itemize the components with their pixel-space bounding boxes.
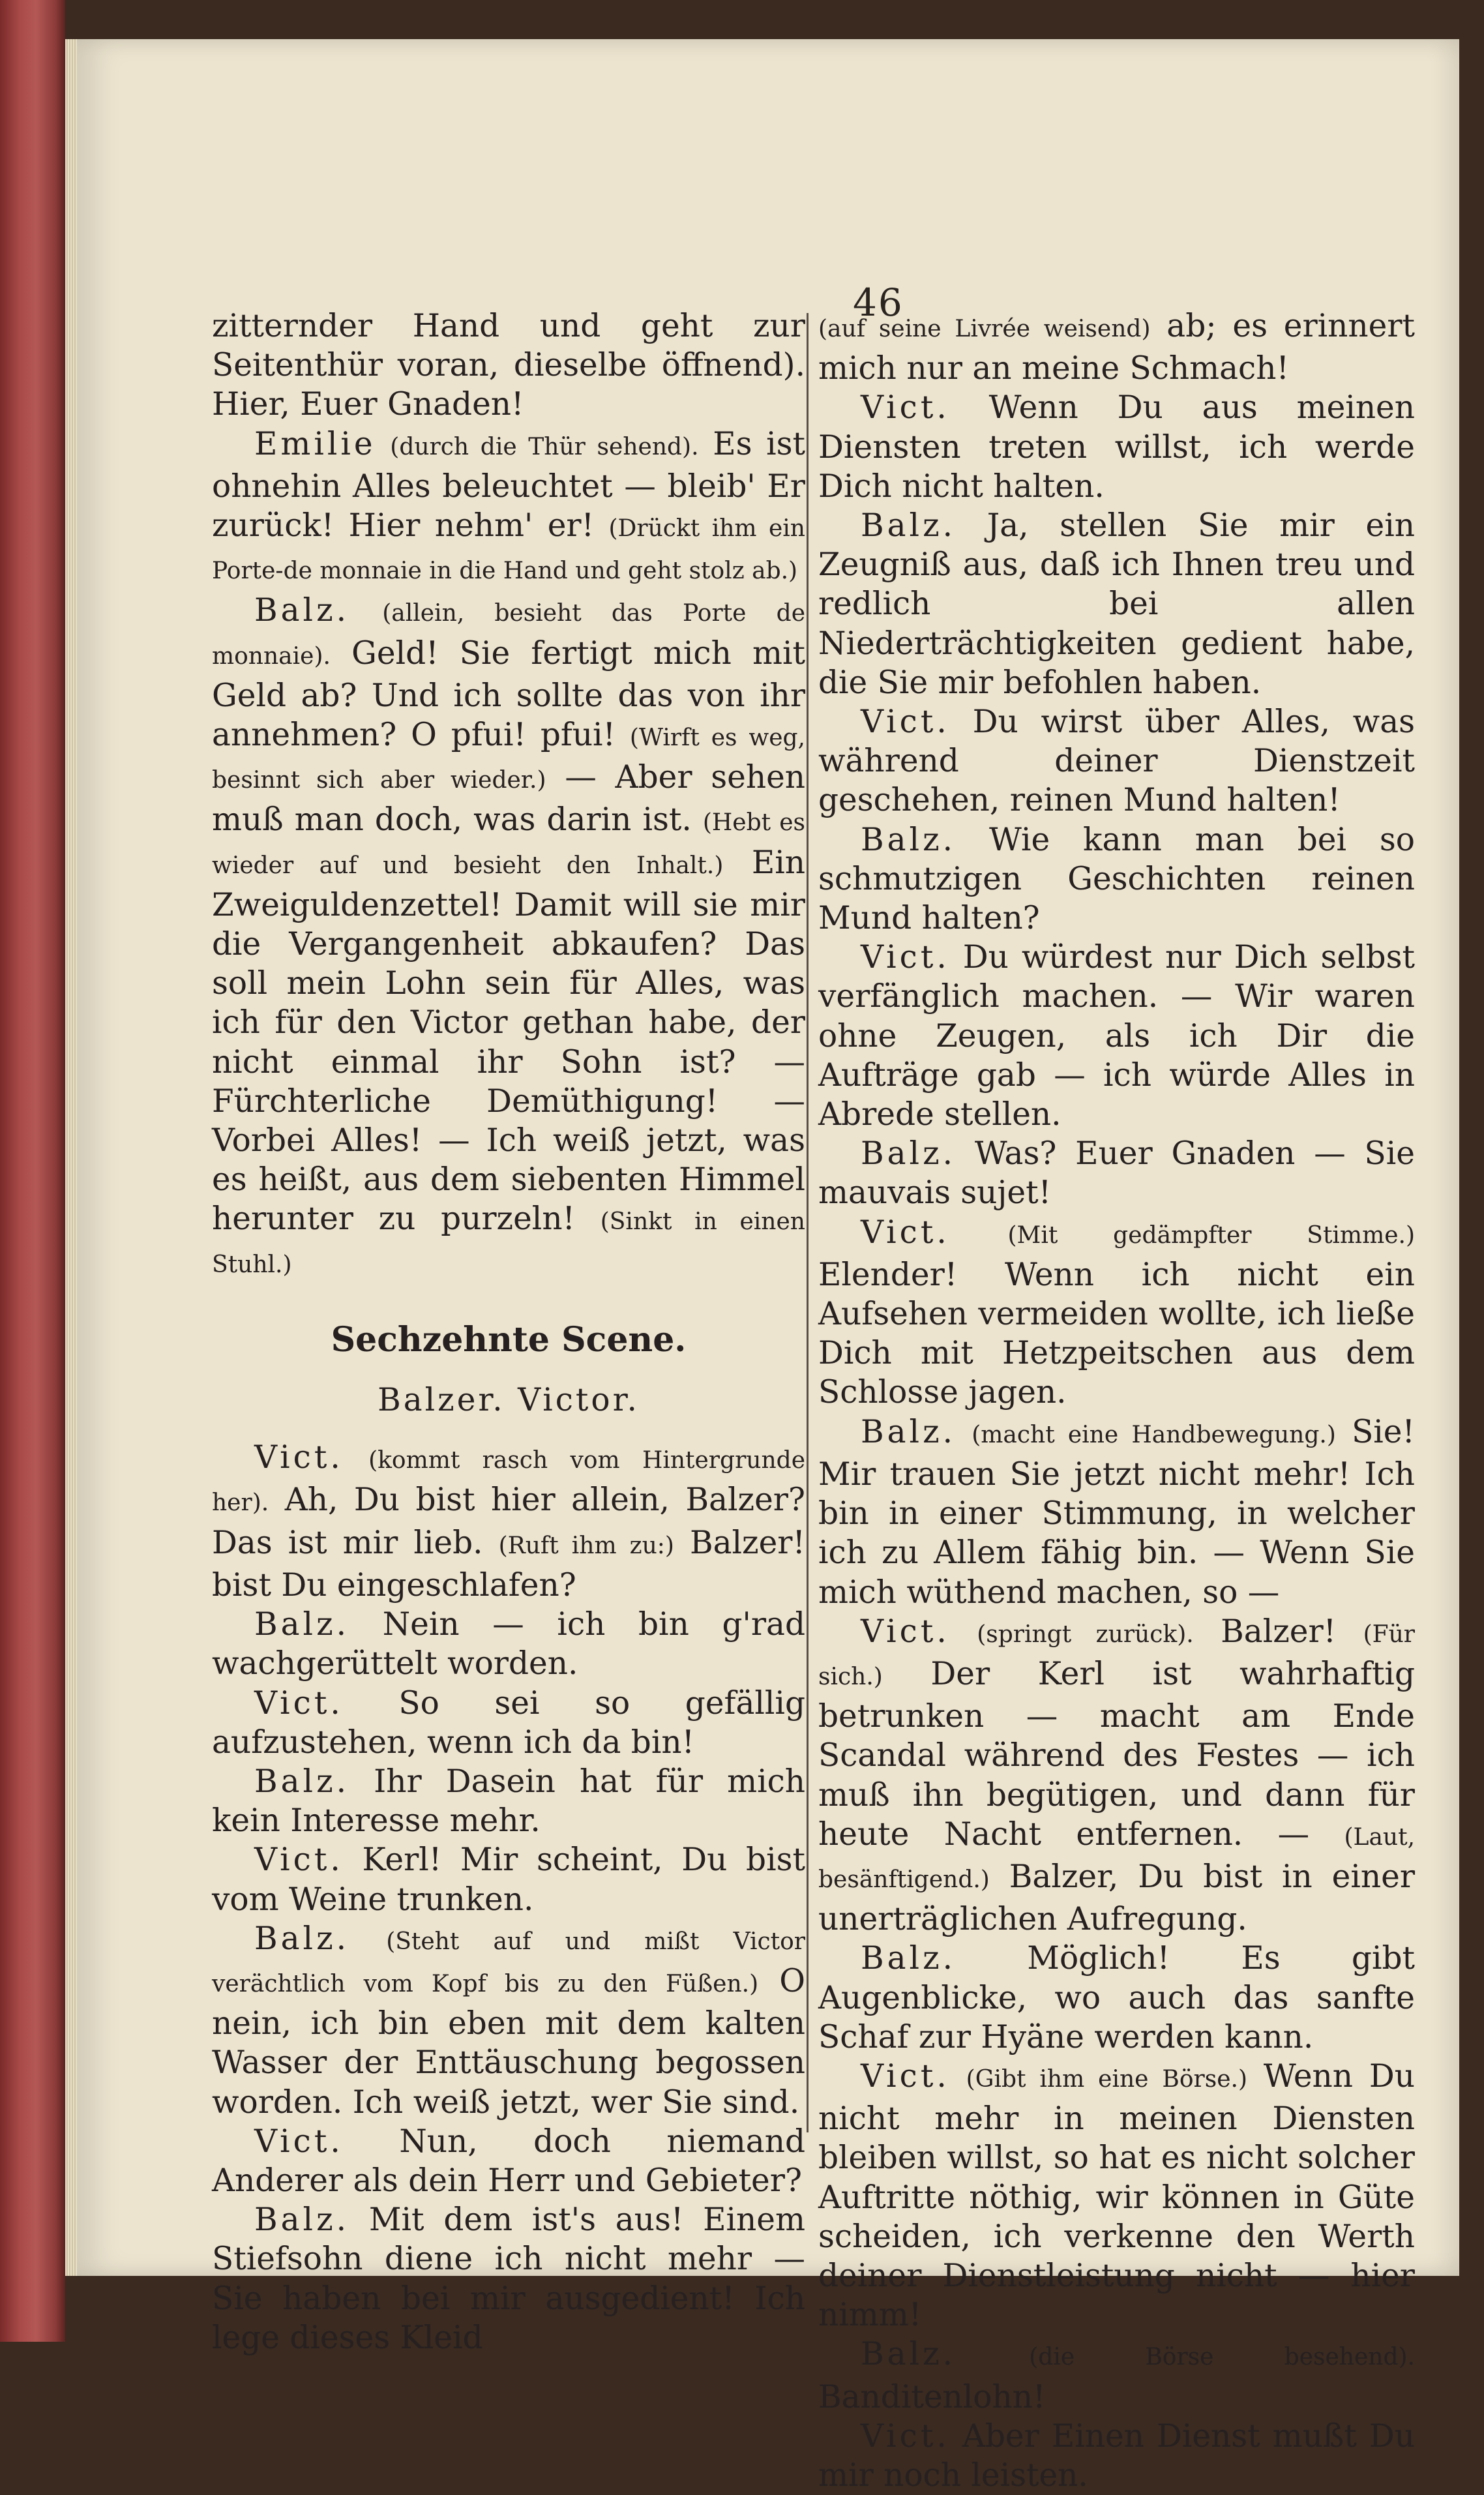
scene-heading: Sechzehnte Scene. (331, 1319, 687, 1360)
dialogue-text: Ja, stellen Sie mir ein Zeugniß aus, daß ich Ihnen treu und redlich bei allen Niederträchtigkeiten gedient habe, die Sie mir befohlen haben. (818, 507, 1415, 701)
speaker-name: Emilie (254, 425, 376, 462)
dialogue-text: Banditenlohn! (818, 2378, 1046, 2415)
dialogue-text: Wenn Du nicht mehr in meinen Diensten bleiben willst, so hat es nicht solcher Auftritte nöthig, wir können in Güte scheiden, ich verkenne den Werth deiner Dienstleistung nicht — hier nimm! (818, 2057, 1416, 2334)
dialogue-text: So sei so gefällig aufzustehen, wenn ich da bin! (212, 1684, 805, 1761)
dialogue-paragraph (212, 306, 805, 425)
speaker-name: Vict. (254, 1842, 344, 1879)
stage-direction: (Ruft ihm zu:) (498, 1532, 674, 1559)
dialogue-paragraph (212, 1684, 805, 1762)
speaker-name: Vict. (861, 1613, 950, 1650)
dialogue-paragraph (212, 591, 805, 1284)
dialogue-text: Balzer! bist Du eingeschlafen? (212, 1524, 805, 1604)
dialogue-text: Es ist ohnehin Alles beleuchtet — bleib' Er zurück! Hier nehm' er! (212, 425, 806, 545)
speaker-name: Vict. (861, 939, 950, 976)
stage-direction: (auf seine Livrée weisend) (818, 316, 1151, 342)
dialogue-text: Wie kann man bei so schmutzigen Geschichten reinen Mund halten? (818, 821, 1415, 937)
speaker-name: Balz. (861, 1413, 957, 1450)
stage-direction: (Steht auf und mißt Victor verächtlich vom Kopf bis zu den Füßen.) (212, 1928, 805, 1997)
speaker-name: Vict. (861, 2417, 950, 2455)
stage-direction: (durch die Thür sehend). (390, 433, 699, 460)
scene-characters: Balzer. Victor. (378, 1382, 640, 1419)
stage-direction: (allein, besieht das Porte de monnaie). (212, 600, 805, 670)
dialogue-text: Elender! (818, 1256, 958, 1293)
dialogue-paragraph (818, 306, 1415, 388)
dialogue-text: Nein — ich bin g'rad wachgerüttelt worden. (212, 1606, 805, 1682)
speaker-name: Vict. (254, 1684, 344, 1722)
stage-direction: (die Börse besehend). (1029, 2344, 1416, 2371)
dialogue-paragraph (818, 1412, 1415, 1612)
speaker-name: Vict. (861, 2057, 950, 2095)
dialogue-text: Du würdest nur Dich selbst verfänglich machen. — Wir waren ohne Zeugen, als ich Dir die Aufträge gab — ich würde Alles in Abrede stellen. (818, 939, 1415, 1133)
stage-direction: (Für sich.) (818, 1621, 1416, 1690)
dialogue-paragraph (212, 1919, 805, 2122)
stage-direction: (springt zurück). (977, 1621, 1194, 1648)
dialogue-text: Ein Zweiguldenzettel! Damit will sie mir die Vergangenheit abkaufen? Das soll mein Lohn sein für Alles, was ich für den Victor gethan habe, der nicht einmal ihr Sohn ist? — Fürchterliche Demüthigung! — Vorbei Alles! — Ich weiß jetzt, was es heißt, aus dem siebenten Himmel herunter zu purzeln! (212, 844, 805, 1238)
dialogue-paragraph (212, 1762, 805, 1840)
dialogue-text: Kerl! Mir scheint, Du bist vom Weine trunken. (212, 1842, 805, 1918)
dialogue-text: Du wirst über Alles, was während deiner Dienstzeit geschehen, reinen Mund halten! (818, 704, 1415, 819)
speaker-name: Vict. (254, 1439, 344, 1476)
stage-direction: (Laut, besänftigend.) (818, 1823, 1416, 1893)
dialogue-text: Sie! Mir trauen Sie jetzt nicht mehr! Ich bin in einer Stimmung, in welcher ich zu Allem fähig bin. — Wenn Sie mich wüthend machen, so — (818, 1413, 1415, 1611)
dialogue-paragraph (818, 1213, 1415, 1412)
dialogue-paragraph (818, 1612, 1415, 1939)
dialogue-text: Mit dem ist's aus! Einem Stiefsohn diene ich nicht mehr — Sie haben bei mir ausgedient! Ich lege dieses Kleid (212, 2202, 805, 2356)
speaker-name: Balz. (861, 1940, 957, 1977)
speaker-name: Balz. (254, 2202, 350, 2239)
stage-direction: (Hebt es wieder auf und besieht den Inhalt.) (212, 809, 806, 879)
speaker-name: Balz. (861, 507, 957, 545)
dialogue-text: O nein, ich bin eben mit dem kalten Wasser der Enttäuschung begossen worden. (212, 1962, 805, 2121)
stage-direction: (Drückt ihm ein Porte-de monnaie in die Hand und geht stolz ab.) (212, 515, 805, 585)
dialogue-paragraph (818, 388, 1415, 506)
dialogue-text: Ich weiß jetzt, wer Sie sind. (352, 2084, 800, 2121)
dialogue-paragraph (818, 702, 1415, 820)
page-edges (65, 39, 77, 2276)
speaker-name: Vict. (861, 389, 950, 426)
book-binding (0, 0, 65, 2342)
column-divider (807, 313, 809, 2132)
dialogue-text: Ihr Dasein hat für mich kein Interesse mehr. (212, 1763, 805, 1840)
page-number: 46 (853, 280, 904, 325)
dialogue-text: ab; es erinnert mich nur an meine Schmach! (818, 308, 1415, 387)
speaker-name: Vict. (861, 704, 950, 741)
dialogue-paragraph (212, 1605, 805, 1683)
dialogue-text: Möglich! Es gibt Augenblicke, wo auch das sanfte Schaf zur Hyäne werden kann. (818, 1940, 1415, 2055)
stage-direction: (Gibt ihm eine Börse.) (966, 2065, 1248, 2093)
dialogue-text: Aber Einen Dienst mußt Du mir noch leisten. (818, 2417, 1415, 2494)
stage-direction: (Sinkt in einen Stuhl.) (212, 1208, 805, 1278)
stage-direction: (macht eine Handbewegung.) (972, 1421, 1336, 1448)
dialogue-paragraph (818, 2417, 1415, 2495)
stage-direction: (Wirft es weg, besinnt sich aber wieder.) (212, 725, 805, 794)
stage-direction: (Mit gedämpfter Stimme.) (1007, 1221, 1415, 1249)
right-column (818, 306, 1415, 2495)
speaker-name: Balz. (254, 1920, 350, 1957)
stage-direction: (kommt rasch vom Hintergrunde her). (212, 1447, 805, 1517)
dialogue-paragraph (212, 1438, 805, 1605)
dialogue-paragraph (818, 820, 1415, 938)
speaker-name: Vict. (861, 1214, 950, 1251)
dialogue-paragraph (818, 2335, 1415, 2416)
dialogue-paragraph (212, 1840, 805, 1919)
dialogue-paragraph (818, 506, 1415, 702)
dialogue-text: Was? Euer Gnaden — Sie mauvais sujet! (818, 1135, 1415, 1212)
dialogue-paragraph (818, 1939, 1415, 2057)
speaker-name: Balz. (254, 1763, 350, 1800)
dialogue-text: Der Kerl ist wahrhaftig betrunken — macht am Ende Scandal während des Festes — ich muß ihn begütigen, und dann für heute Nacht entfernen. — (818, 1655, 1415, 1853)
dialogue-paragraph (212, 2122, 805, 2200)
left-column (212, 306, 805, 2357)
dialogue-text: Wenn Du aus meinen Diensten treten willst, ich werde Dich nicht halten. (818, 389, 1415, 505)
dialogue-paragraph (818, 938, 1415, 1134)
dialogue-text: Geld! Sie fertigt mich mit Geld ab? Und ich sollte das von ihr annehmen? O pfui! pfui! (212, 635, 805, 754)
dialogue-paragraph (212, 425, 805, 591)
speaker-name: Balz. (254, 1606, 350, 1643)
dialogue-text: zitternder Hand und geht zur Seitenthür voran, dieselbe öffnend). Hier, Euer Gnaden! (212, 308, 805, 423)
dialogue-paragraph (818, 1134, 1415, 1212)
dialogue-text: Wenn ich nicht ein Aufsehen vermeiden wollte, ich ließe Dich mit Hetzpeitschen aus dem Schlosse jagen. (818, 1256, 1415, 1411)
dialogue-text: Balzer, Du bist in einer unerträglichen Aufregung. (818, 1858, 1416, 1938)
speaker-name: Vict. (254, 2123, 344, 2160)
speaker-name: Balz. (861, 821, 957, 858)
speaker-name: Balz. (254, 592, 350, 629)
dialogue-paragraph (212, 2200, 805, 2357)
dialogue-paragraph (818, 2057, 1415, 2335)
dialogue-text: Balzer! (1221, 1613, 1337, 1650)
dialogue-text: Ah, Du bist hier allein, Balzer? Das ist mir lieb. (212, 1482, 805, 1561)
speaker-name: Balz. (861, 2336, 957, 2373)
speaker-name: Balz. (861, 1135, 957, 1173)
dialogue-text: Nun, doch niemand Anderer als dein Herr und Gebieter? (212, 2123, 805, 2199)
dialogue-text: — Aber sehen muß man doch, was darin ist. (212, 759, 806, 839)
